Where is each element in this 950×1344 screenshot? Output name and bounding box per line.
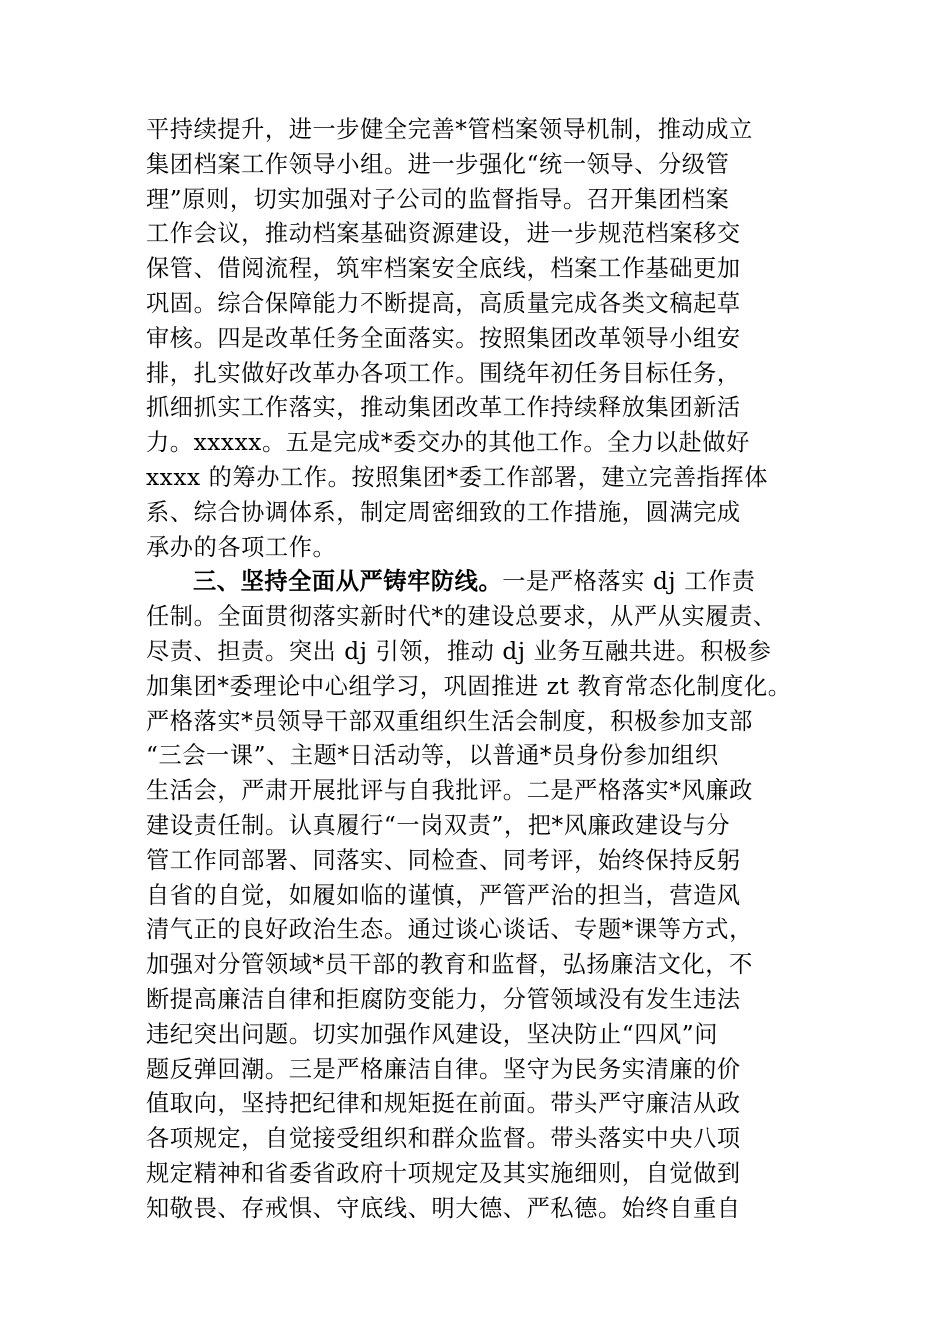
text-line: 加集团*委理论中心组学习，巩固推进 zt 教育常态化制度化。 [146,672,792,700]
text-line: 抓细抓实工作落实，推动集团改革工作持续释放集团新活 [146,394,741,422]
section-heading: 三、坚持全面从严铸牢防线。 [193,568,503,596]
text-line: 题反弹回潮。三是严格廉洁自律。坚守为民务实清廉的价 [146,1055,741,1083]
text-line: 承办的各项工作。 [146,533,337,561]
text-line: 严格落实*员领导干部双重组织生活会制度，积极参加支部 [146,707,753,735]
text-line: 各项规定，自觉接受组织和群众监督。带头落实中央八项 [146,1125,741,1153]
text-line: 集团档案工作领导小组。进一步强化“统一领导、分级管 [146,150,730,178]
text-line: 加强对分管领域*员干部的教育和监督，弘扬廉洁文化，不 [146,951,753,979]
text-line: 任制。全面贯彻落实新时代*的建设总要求，从严从实履责、 [146,603,777,631]
text-line: 平持续提升，进一步健全完善*管档案领导机制，推动成立 [146,116,753,143]
text-line: 规定精神和省委省政府十项规定及其实施细则，自觉做到 [146,1159,741,1187]
text-line: 理”原则，切实加强对子公司的监督指导。召开集团档案 [146,185,730,213]
text-line: xxxx 的筹办工作。按照集团*委工作部署，建立完善指挥体 [146,463,768,491]
text-line: 审核。四是改革任务全面落实。按照集团改革领导小组安 [146,324,741,352]
text-line: 排，扎实做好改革办各项工作。围绕年初任务目标任务， [146,359,741,387]
text-line: 违纪突出问题。切实加强作风建设，坚决防止“四风”问 [146,1020,719,1048]
text-line: “三会一课”、主题*日活动等，以普通*员身份参加组织 [146,742,719,770]
text-line: 管工作同部署、同落实、同检查、同考评，始终保持反躬 [146,846,741,874]
text-line: 清气正的良好政治生态。通过谈心谈话、专题*课等方式， [146,916,753,944]
section-first-line [146,565,806,600]
text-line: 知敬畏、存戒惧、守底线、明大德、严私德。始终自重自 [146,1194,741,1222]
text-line: 保管、借阅流程，筑牢档案安全底线，档案工作基础更加 [146,255,741,283]
text-line: 系、综合协调体系，制定周密细致的工作措施，圆满完成 [146,498,741,526]
section-first-line-text: 一是严格落实 dj 工作责 [502,568,756,596]
text-line: 工作会议，推动档案基础资源建设，进一步规范档案移交 [146,220,741,248]
text-line: 尽责、担责。突出 dj 引领，推动 dj 业务互融共进。积极参 [146,637,772,665]
text-line: 建设责任制。认真履行“一岗双责”，把*风廉政建设与分 [146,811,731,839]
text-line: 断提高廉洁自律和拒腐防变能力，分管领域没有发生违法 [146,985,741,1013]
text-line: 巩固。综合保障能力不断提高，高质量完成各类文稿起草 [146,289,741,317]
text-line: 力。xxxxx。五是完成*委交办的其他工作。全力以赴做好 [146,429,750,457]
document-body [146,113,806,1227]
text-line: 生活会，严肃开展批评与自我批评。二是严格落实*风廉政 [146,777,753,805]
text-line: 值取向，坚持把纪律和规矩挺在前面。带头严守廉洁从政 [146,1090,741,1118]
text-line: 自省的自觉，如履如临的谨慎，严管严治的担当，营造风 [146,881,741,909]
